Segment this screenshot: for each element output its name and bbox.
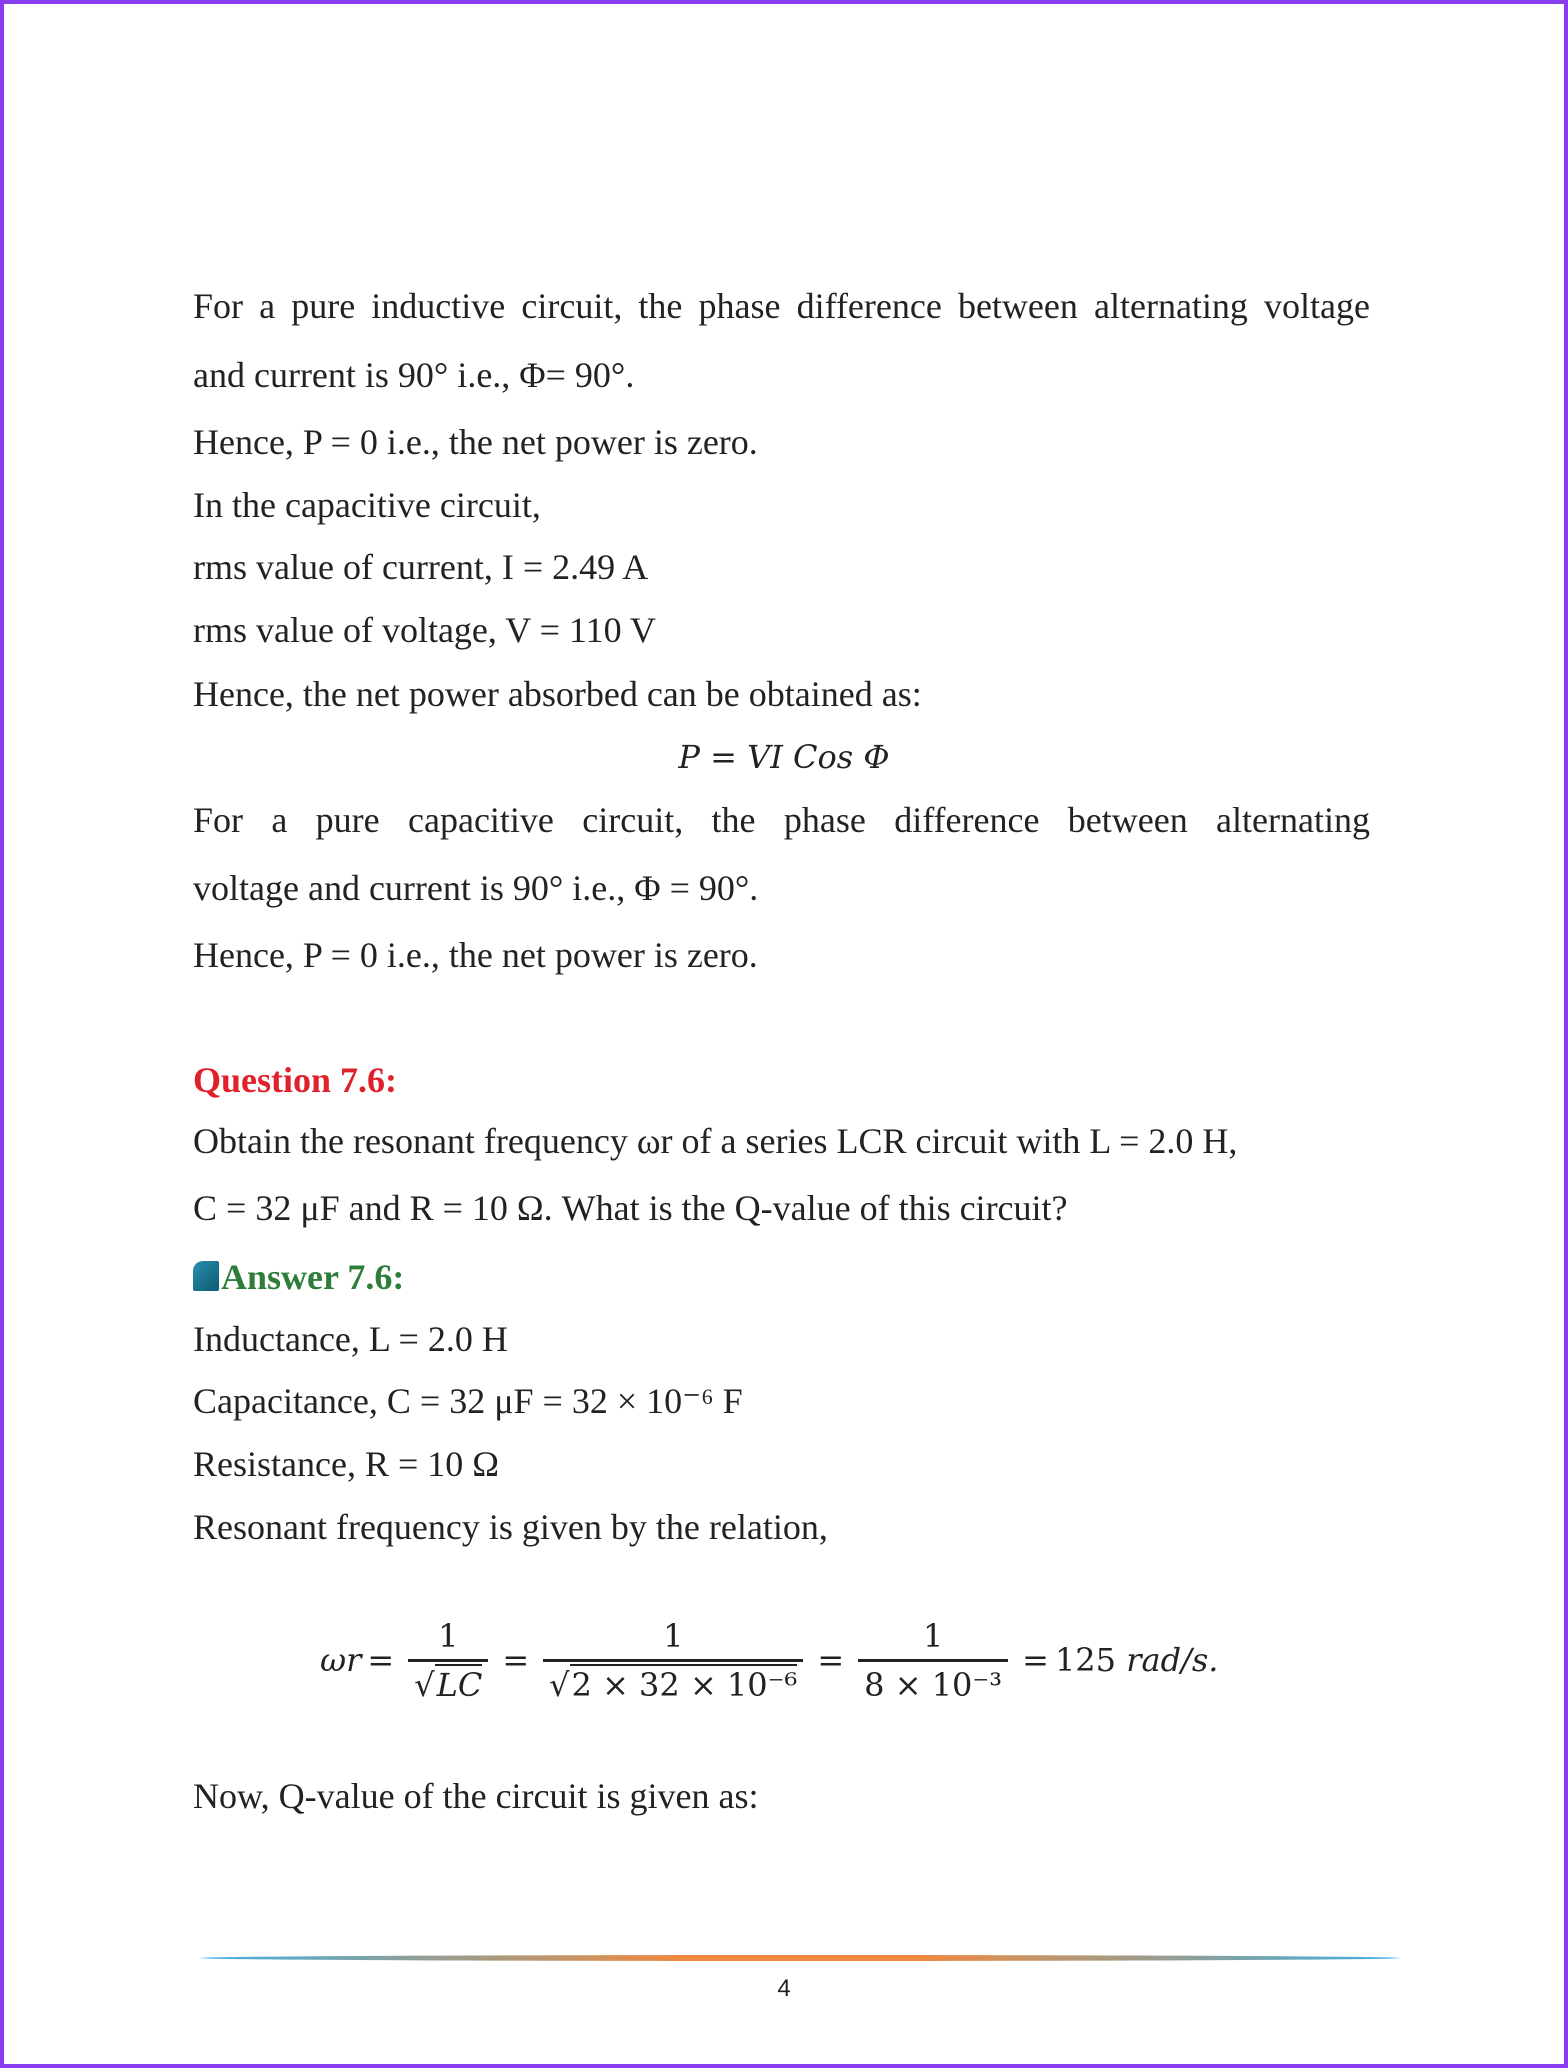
radicand: 2 × 32 × 10⁻⁶	[571, 1665, 798, 1704]
question-text: Obtain the resonant frequency ωr of a series LCR circuit with L = 2.0 H,	[193, 1121, 1238, 1161]
denominator: √LC	[408, 1659, 488, 1704]
power-equation: P = VI Cos Φ	[678, 738, 890, 776]
resonant-frequency-formula	[320, 1600, 1218, 1720]
formula-lhs: ωr	[320, 1641, 362, 1679]
page-number: 4	[777, 1975, 791, 2002]
tiwari-logo-icon	[193, 1261, 219, 1291]
answer-heading-row	[193, 1252, 1370, 1302]
denominator: 8 × 10⁻³	[858, 1659, 1008, 1704]
formula-result: 125	[1054, 1641, 1117, 1679]
text-line: Hence, P = 0 i.e., the net power is zero.	[193, 935, 758, 975]
answer-line: Capacitance, C = 32 μF = 32 × 10⁻⁶ F	[193, 1381, 743, 1421]
numerator: 1	[663, 1616, 684, 1655]
text-line: rms value of current, I = 2.49 A	[193, 547, 649, 587]
answer-closing: Now, Q-value of the circuit is given as:	[193, 1776, 759, 1816]
fraction-2	[543, 1617, 803, 1704]
numerator: 1	[438, 1616, 459, 1655]
text-line: and current is 90° i.e., Φ= 90°.	[193, 355, 635, 395]
answer-line: Inductance, L = 2.0 H	[193, 1319, 508, 1359]
equals-sign: =	[502, 1641, 530, 1679]
answer-heading: Answer 7.6:	[221, 1257, 405, 1297]
text-line: Hence, the net power absorbed can be obtained as:	[193, 674, 922, 714]
fraction-3	[858, 1617, 1008, 1704]
answer-line: Resistance, R = 10 Ω	[193, 1444, 500, 1484]
formula-unit: rad/s.	[1126, 1641, 1219, 1679]
text-line: rms value of voltage, V = 110 V	[193, 610, 656, 650]
numerator: 1	[922, 1616, 944, 1655]
text-line: For a pure capacitive circuit, the phase difference between alternating	[193, 800, 1370, 840]
question-heading: Question 7.6:	[193, 1060, 398, 1100]
text-line: In the capacitive circuit,	[193, 485, 541, 525]
equals-sign: =	[1022, 1641, 1049, 1679]
equals-sign: =	[817, 1641, 845, 1679]
answer-line: Resonant frequency is given by the relation,	[193, 1507, 828, 1547]
denominator: √2 × 32 × 10⁻⁶	[543, 1659, 803, 1704]
text-line: Hence, P = 0 i.e., the net power is zero.	[193, 422, 758, 462]
fraction-1	[408, 1617, 488, 1704]
radicand: LC	[436, 1665, 483, 1704]
equals-sign: =	[367, 1641, 395, 1679]
footer-divider	[200, 1955, 1400, 1961]
question-text: C = 32 μF and R = 10 Ω. What is the Q-value of this circuit?	[193, 1188, 1068, 1228]
text-line: For a pure inductive circuit, the phase difference between alternating voltage	[193, 286, 1370, 326]
text-line: voltage and current is 90° i.e., Φ = 90°.	[193, 868, 759, 908]
